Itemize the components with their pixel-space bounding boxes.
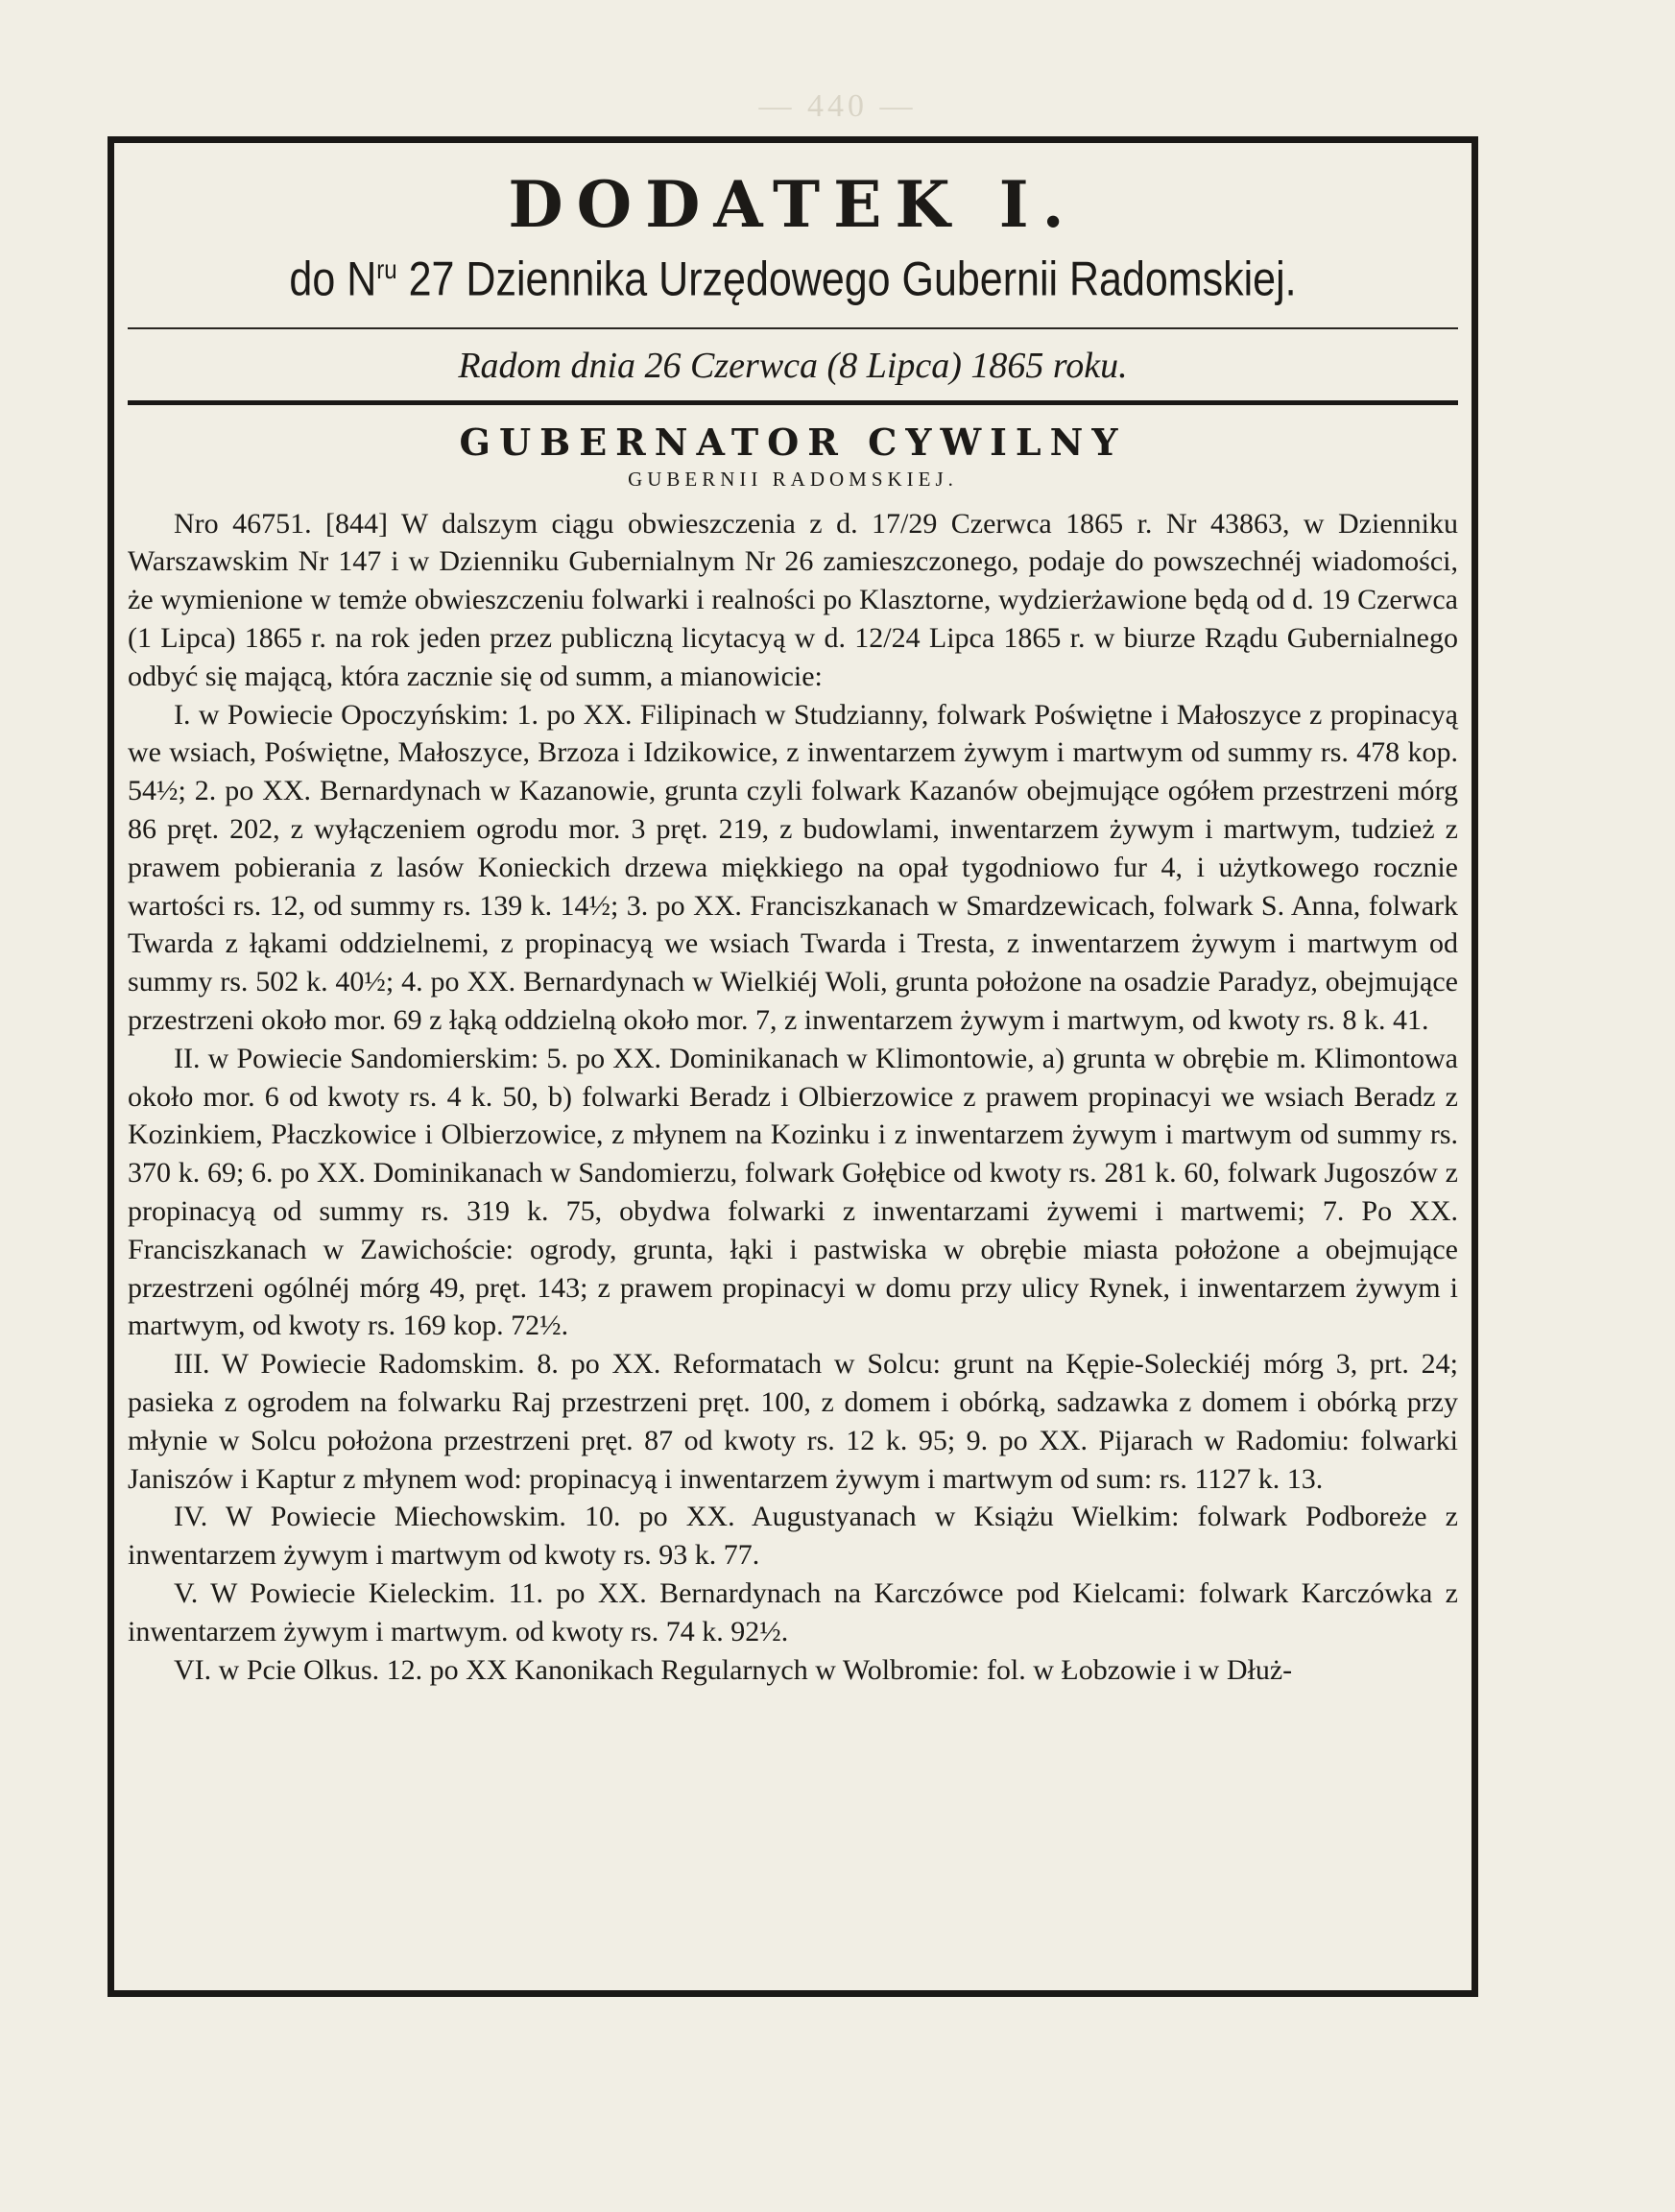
announcement-body xyxy=(128,505,1458,1690)
section-title: GUBERNATOR CYWILNY xyxy=(459,420,1127,464)
paragraph-miechow: IV. W Powiecie Miechowskim. 10. po XX. Augustyanach w Książu Wielkim: folwark Podboreże z inwentarzem żywym i martwym od kwoty rs. 93 k. 77. xyxy=(128,1501,1458,1572)
paragraph-radom: III. W Powiecie Radomskim. 8. po XX. Reformatach w Solcu: grunt na Kępie-Soleckiéj mórg 3, prt. 24; pasieka z ogrodem na folwarku Raj przestrzeni pręt. 100, z domem i obórką, sadzawka z domem i obórką przy młynie w Solcu położona przestrzeni pręt. 87 od kwoty rs. 12 k. 95; 9. po XX. Pijarach w Radomiu: folwarki Janiszów i Kaptur z młynem wod: propinacyą i inwentarzem żywym i martwym od sum: rs. 1127 k. 13. xyxy=(128,1348,1458,1495)
header xyxy=(128,167,1458,308)
subtitle-prefix: do N xyxy=(289,252,377,306)
paragraph-opoczno: I. w Powiecie Opoczyńskim: 1. po XX. Filipinach w Studzianny, folwark Poświętne i Małoszyce z propinacyą we wsiach, Poświętne, Małoszyce, Brzoza i Idzikowice, z inwentarzem żywym i martwym od summy rs. 478 kop. 54½; 2. po XX. Bernardynach w Kazanowie, grunta czyli folwark Kazanów obejmujące ogółem przestrzeni mórg 86 pręt. 202, z wyłączeniem ogrodu mor. 3 pręt. 219, z budowlami, inwentarzem żywym i martwym, tudzież z prawem pobierania z lasów Konieckich drzewa miękkiego na opał tygodniowo fur 4, i użytkowego rocznie wartości rs. 12, od summy rs. 139 k. 14½; 3. po XX. Franciszkanach w Smardzewicach, folwark S. Anna, folwark Twarda z łąkami oddzielnemi, z propinacyą we wsiach Twarda i Tresta, z inwentarzem żywym i martwym od summy rs. 502 k. 40½; 4. po XX. Bernardynach w Wielkiéj Woli, grunta położone na osadzie Paradyz, obejmujące przestrzeni około mor. 69 z łąką oddzielną około mor. 7, z inwentarzem żywym i martwym, od kwoty rs. 8 k. 41. xyxy=(128,698,1458,1037)
section-rule xyxy=(128,400,1458,405)
paragraph-kielce: V. W Powiecie Kieleckim. 11. po XX. Bernardynach na Karczówce pod Kielcami: folwark Karczówka z inwentarzem żywym i martwym. od kwoty rs. 74 k. 92½. xyxy=(128,1576,1458,1647)
dateline: Radom dnia 26 Czerwca (8 Lipca) 1865 roku. xyxy=(458,345,1128,386)
document-frame xyxy=(108,136,1478,1997)
supplement-title: DODATEK I. xyxy=(508,167,1078,242)
header-rule xyxy=(128,327,1458,329)
subtitle-rest: 27 Dziennika Urzędowego Gubernii Radomskiej. xyxy=(396,252,1297,306)
subtitle-superscript: ru xyxy=(376,254,397,284)
section-subtitle: GUBERNII RADOMSKIEJ. xyxy=(628,467,958,491)
supplement-subtitle xyxy=(221,241,1365,308)
paragraph-intro: Nro 46751. [844] W dalszym ciągu obwieszczenia z d. 17/29 Czerwca 1865 r. Nr 43863, w Dzienniku Warszawskim Nr 147 i w Dzienniku Gubernialnym Nr 26 zamieszczonego, podaje do powszechnéj wiadomości, że wymienione w temże obwieszczeniu folwarki i realności po Klasztorne, wydzierżawione będą od d. 19 Czerwca (1 Lipca) 1865 r. na rok jeden przez publiczną licytacyą w d. 12/24 Lipca 1865 r. w biurze Rządu Gubernialnego odbyć się mającą, która zacznie się od summ, a mianowicie: xyxy=(128,507,1458,692)
page-number: — 440 — xyxy=(758,88,917,124)
paragraph-sandomierz: II. w Powiecie Sandomierskim: 5. po XX. Dominikanach w Klimontowie, a) grunta w obrębie m. Klimontowa około mor. 6 od kwoty rs. 4 k. 50, b) folwarki Beradz i Olbierzowice z prawem propinacyi we wsiach Beradz z Kozinkiem, Płaczkowice i Olbierzowice, z młynem na Kozinku i z inwentarzem żywym i martwym od summy rs. 370 k. 69; 6. po XX. Dominikanach w Sandomierzu, folwark Gołębice od kwoty rs. 281 k. 60, folwark Jugoszów z propinacyą od summy rs. 319 k. 75, obydwa folwarki z inwentarzami żywemi i martwemi; 7. Po XX. Franciszkanach w Zawichoście: ogrody, grunta, łąki i pastwiska w obrębie miasta położone a obejmujące przestrzeni ogólnéj mórg 49, pręt. 143; z prawem propinacyi w domu przy ulicy Rynek, i inwentarzem żywym i martwym, od kwoty rs. 169 kop. 72½. xyxy=(128,1042,1458,1342)
paragraph-olkusz: VI. w Pcie Olkus. 12. po XX Kanonikach Regularnych w Wolbromie: fol. w Łobzowie i w Dłuż- xyxy=(174,1653,1293,1686)
